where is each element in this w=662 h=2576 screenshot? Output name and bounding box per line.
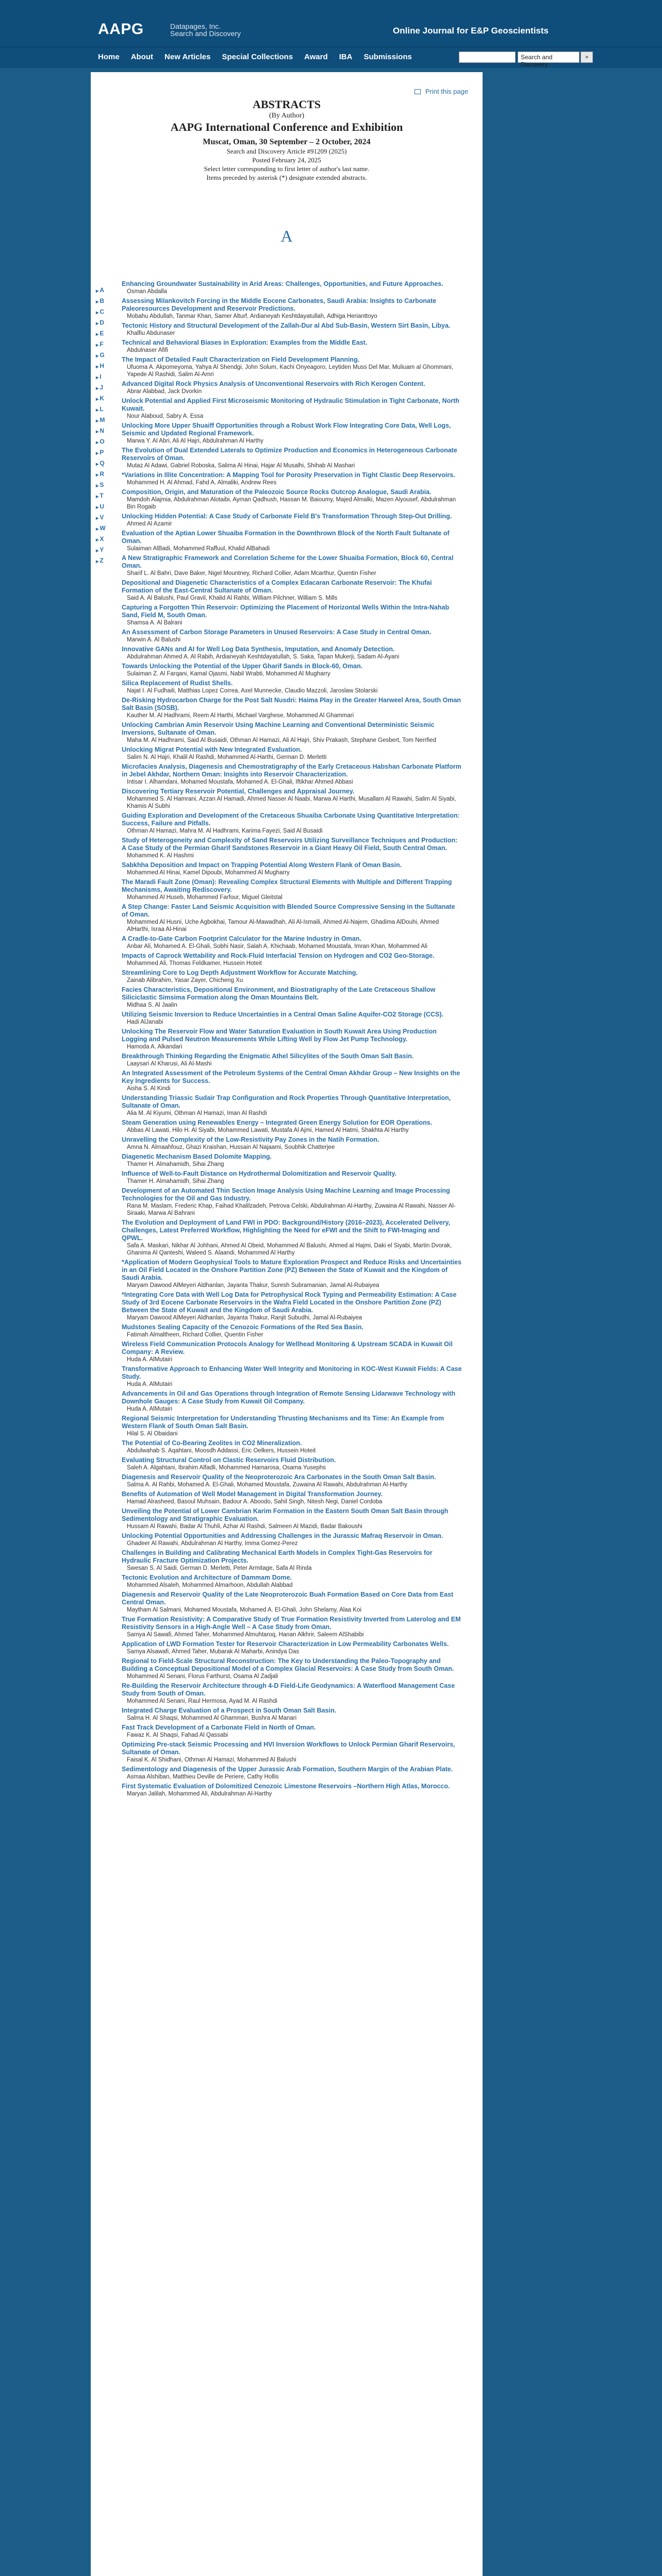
abstract-entry [122,1507,462,1530]
abstract-authors: Abdulrahman Ahmed A. Al Rabih, Ardianeyah Keshtdayatullah, S. Saka, Tapan Mukerji, Sadam Al-Ayani [127,654,400,660]
abstract-authors: Maryan Jalilah, Mohammed Ali, Abdulrahman Al-Harthy [127,1791,272,1797]
abstract-entry [122,1490,462,1505]
abstract-title-link[interactable]: True Formation Resistivity: A Comparative Study of True Formation Resistivity Inverted from Laterolog and EM Resistivity Sensors in a High-Angle Well – A Case Study from Oman. [122,1616,461,1631]
abstract-entry [122,604,462,626]
abstract-entry [122,1473,462,1488]
abstract-entry [122,579,462,602]
abstract-entry [122,837,462,859]
abstract-title-link[interactable]: Advancements in Oil and Gas Operations through Integration of Remote Sensing Lidarwave Technology with Downhole Gauges: A Case Study from Kuwait Oil Company. [122,1390,456,1405]
abstract-title-link[interactable]: Diagenetic Mechanism Based Dolomite Mapping. [122,1153,272,1160]
alpha-letter-link[interactable]: ▶ I [96,372,108,383]
abstract-entry [122,746,462,761]
abstract-authors: Safa A. Maskari, Nikhar Al Johhani, Ahmed Al Obeid, Mohammed Al Balushi, Ahmed al Hajmi, Daki el Siyabi, Martin Dvorak, Ghanima Al Qanteshi, Waleed S. Alaandi, Mohammed Al Harthy [127,1243,452,1256]
abstract-authors: Mohammed Al Huseb, Mohammed Farfour, Miguel Gleitstal [127,894,283,901]
alpha-letter-link[interactable]: ▶ A [96,285,108,296]
abstract-title-link[interactable]: The Evolution and Deployment of Land FWI in PDO: Background/History (2016–2023), Accelerated Delivery, Challenges, Latest Preferred Workflow, Highlighting the Need for eFWI and the Shift to FWI-Imaging and QPWL. [122,1219,450,1242]
abstract-title-link[interactable]: Steam Generation using Renewables Energy – Integrated Green Energy Solution for EOR Operations. [122,1119,433,1126]
abstract-title-link[interactable]: Sabkhha Deposition and Impact on Trapping Potential Along Western Flank of Oman Basin. [122,861,402,869]
abstract-entry [122,663,462,677]
abstract-title-link[interactable]: Discovering Tertiary Reservoir Potential, Challenges and Appraisal Journey. [122,788,355,795]
search-go-button[interactable]: » [581,52,593,63]
abstract-title-link[interactable]: An Assessment of Carbon Storage Parameters in Unused Reservoirs: A Case Study in Central Oman. [122,629,432,636]
abstract-entry [122,1011,462,1026]
abstract-entry [122,1053,462,1067]
abstract-authors: Anbar Ali, Mohamed A. El-Ghali, Sobhi Nasir, Salah A. Khichaab, Mohamed Moustafa, Imran Khan, Mohammed Ali [127,943,427,950]
abstract-authors: Thamer H. Almahamidh, Sihai Zhang [127,1161,224,1167]
alpha-letter-link[interactable]: ▶ X [96,534,108,545]
abstract-authors: Abrar Alabbad, Jack Dvorkin [127,388,202,395]
alpha-letter-link[interactable]: ▶ N [96,426,108,437]
nav-item[interactable]: About [130,53,154,61]
abstract-title-link[interactable]: Transformative Approach to Enhancing Water Well Integrity and Monitoring in KOC-West Kuwait Fields: A Case Study. [122,1365,462,1380]
abstract-title-link[interactable]: Technical and Behavioral Biases in Exploration: Examples from the Middle East. [122,339,368,346]
abstract-title-link[interactable]: Diagenesis and Reservoir Quality of the Neoproterozoic Ara Carbonates in the South Oman Salt Basin. [122,1473,436,1481]
abstract-title-link[interactable]: Understanding Triassic Sudair Trap Configuration and Rock Properties Through Quantitative Interpretation, Sultanate of Oman. [122,1094,451,1109]
abstract-entry [122,812,462,835]
abstract-entry [122,1640,462,1655]
abstract-entry [122,513,462,528]
abstract-authors: Intisar I. Alhamdani, Mohamed Moustafa, Mohamed A. El-Ghali, Iftikhar Ahmed Abbasi [127,779,353,785]
alpha-letter-link[interactable]: ▶ J [96,383,108,394]
abstract-authors: Sharif L. Al Bahri, Dave Baker, Nigel Mountney, Richard Collier, Adam Mcarthur, Quentin Fisher [127,570,376,577]
abstract-title-link[interactable]: Wireless Field Communication Protocols Analogy for Wellhead Monitoring & Upstream SCADA in Kuwait Oil Company: A Review. [122,1341,453,1355]
abstract-entry [122,1170,462,1185]
alphabet-nav [96,285,108,567]
alpha-letter-link[interactable]: ▶ H [96,361,108,372]
alpha-letter-link[interactable]: ▶ U [96,502,108,513]
abstract-entry [122,1724,462,1739]
abstract-entry [122,861,462,876]
abstract-entry [122,471,462,486]
abstract-authors: Kauther M. Al Hadhrami, Reem Al Harthi, Michael Varghese, Mohammed Al Ghammari [127,713,354,719]
print-label: Print this page [425,88,468,95]
alpha-letter-link[interactable]: ▶ G [96,350,108,361]
abstract-entry [122,1439,462,1454]
abstract-authors: Huda A. AlMutairi [127,1406,173,1412]
abstract-entry [122,280,462,295]
abstract-authors: Nour Alaboud, Sabry A. Essa [127,413,204,419]
alpha-letter-link[interactable]: ▶ R [96,469,108,480]
abstract-title-link[interactable]: *Variations in Illite Concentration: A Mapping Tool for Porosity Preservation in Tight Clastic Deep Reservoirs. [122,471,455,479]
abstract-authors: Samya Al Sawafi, Ahmed Taher, Mohammed Almuhtaroq, Hanan Alkhrir, Saleem AlShabibi [127,1632,364,1638]
abstract-authors: Ahmed Al Azamir [127,521,172,527]
abstract-title-link[interactable]: Influence of Well-to-Fault Distance on Hydrothermal Dolomitization and Reservoir Quality. [122,1170,396,1177]
abstract-entry [122,380,462,395]
abstract-authors: Hamad Alrasheed, Basoul Muhsain, Badour A. Aboodo, Sahil Singh, Nitesh Negi, Daniel Cordoba [127,1499,383,1505]
abstract-title-link[interactable]: Microfacies Analysis, Diagenesis and Chemostratigraphy of the Early Cretaceous Habshan Carbonate Platform in Jebel Akhdar, Northern Oman: Insights into Reservoir Characterization. [122,763,461,778]
abstract-title-link[interactable]: Utilizing Seismic Inversion to Reduce Uncertainties in a Central Oman Saline Aquifer-CO2 Storage (CCS). [122,1011,443,1018]
abstract-entry [122,488,462,511]
abstract-title-link[interactable]: Unlocking More Upper Shuaiff Opportunities through a Robust Work Flow Integrating Core Data, Well Logs, Seismic and Updated Regional Framework. [122,422,451,437]
aapg-logo[interactable]: AAPG [98,21,144,38]
abstract-title-link[interactable]: Diagenesis and Reservoir Quality of the Late Neoproterozoic Buah Formation Based on Core Data from East Central Oman. [122,1591,454,1606]
abstract-title-link[interactable]: Unlock Potential and Applied First Microseismic Monitoring of Hydraulic Stimulation in Tight Carbonate, North Kuwait. [122,397,459,412]
alpha-letter-link[interactable]: ▶ Y [96,545,108,556]
abstract-title-link[interactable]: Unlocking The Reservoir Flow and Water Saturation Evaluation in South Kuwait Area Using Production Logging and Pulsed Neutron Measurements While Lifting Well by Flow Jet Pump Technology. [122,1028,437,1043]
conference-location: Muscat, Oman, 30 September – 2 October, 2024 [203,138,371,146]
abstract-entry [122,322,462,337]
abstract-title-link[interactable]: The Impact of Detailed Fault Characterization on Field Development Planning. [122,356,360,363]
abstract-authors: Mobahu Abdullah, Tanmar Khan, Samer Alturf, Ardianeyah Keshtdayatullah, Adhiga Herianttoyo [127,313,377,319]
abstract-title-link[interactable]: Depositional and Diagenetic Characteristics of a Complex Edacaran Carbonate Reservoir: The Khufai Formation of the East-Central Sultanate of Oman. [122,579,432,594]
abstract-entry [122,952,462,967]
abstract-authors: Huda A. AlMutairi [127,1357,173,1363]
abstract-entry [122,1136,462,1151]
abstract-entry [122,629,462,643]
abstract-authors: Mohammed Al Hinai, Kamel Dipoubi, Mohammed Al Mugharry [127,870,290,876]
alpha-letter-link[interactable]: ▶ P [96,448,108,459]
abstract-title-link[interactable]: Regional Seismic Interpretation for Understanding Thrusting Mechanisms and Its Time: An Example from Western Flank of South Oman Salt Basin. [122,1415,444,1430]
abstract-entry [122,356,462,378]
abstract-authors: Abbas Al Lawati, Hilo H. Al Siyabi, Mohammed Lawati, Mustafa Al Ajmi, Hamed Al Hatmi, Shakhta Al Harthy [127,1127,409,1133]
abstract-authors: Marwin A. Al Balushi [127,637,181,643]
abstract-entry [122,1682,462,1705]
abstract-title-link[interactable]: Unlocking Potential Opportunities and Addressing Challenges in the Jurassic Mafraq Reservoir in Oman. [122,1532,443,1539]
abstract-entry [122,1187,462,1217]
abstract-entry [122,986,462,1009]
abstract-entry [122,1741,462,1764]
nav-item[interactable]: Award [304,53,328,61]
abstract-authors: Swesan S. Al Saidi, German D. Merletti, Peter Armitage, Safa Al Rinda [127,1565,312,1571]
abstract-authors: Abdulwahab S. Aqahtani, Moosdh Addassi, Eric Oelkers, Hussein Hoteit [127,1448,316,1454]
abstract-authors: Mutaz Al Adawi, Gabriel Roboska, Salima Al Hinai, Hajar Al Musalhi, Shihab Al Mashari [127,463,355,469]
abstract-entry [122,422,462,445]
abstract-authors: Mohammed S. Al Hamrani, Azzan Al Hamadi, Ahmed Nasser Al Naabi, Marwa Al Harthi, Musallam Al Rawahi, Salim Al Siyabi, Khamis Al Subhi [127,796,456,809]
abstract-authors: Maha M. Al Hadhrami, Said Al Busaidi, Othman Al Hamazi, Ali Al Hajri, Shiv Prakash, Stephane Gesbert, Tom Nerrfied [127,737,436,743]
abstract-entry [122,1456,462,1471]
abstract-title-link[interactable]: *Application of Modern Geophysical Tools to Mature Exploration Prospect and Reduce Risks and Uncertainties in an Oil Field Located in the Onshore Partition Zone (PZ) Between the State of Kuwait and the Kingdom of Saudi Arabia. [122,1259,461,1281]
nav-items [98,53,412,61]
abstract-authors: Aisha S. Al Kindi [127,1086,171,1092]
alpha-letter-link[interactable]: ▶ W [96,523,108,534]
printer-icon [415,89,421,94]
alpha-letter-link[interactable]: ▶ Q [96,459,108,469]
abstract-authors: Rana M. Maslam, Frederic Khap, Faihad Khalilzadeh, Petrova Celski, Abdulrahman Al-Harthy, Zuwaina Al Rawahi, Nasser Al-Siraaki, Marwa Al Bahrani [127,1203,456,1216]
abstract-title-link[interactable]: Streamlining Core to Log Depth Adjustment Workflow for Accurate Matching. [122,969,358,976]
abstract-authors: Sulaiman Z. Al Farqani, Kamal Ojasmi, Nabil Wrabti, Mohammed Al Mugharry [127,671,330,677]
alpha-letter-link[interactable]: ▶ F [96,340,108,350]
nav-item[interactable]: Home [98,53,120,61]
abstract-entry [122,1591,462,1614]
abstract-title-link[interactable]: Development of an Automated Thin Section Image Analysis Using Machine Learning and Image Processing Technologies for the Oil and Gas Industry. [122,1187,450,1202]
abstract-authors: Mohammed Al Senani, Raul Hermosa, Ayad M. Al Rashdi [127,1698,277,1704]
abstract-entry [122,1549,462,1572]
abstract-entry [122,1291,462,1321]
abstract-title-link[interactable]: Impacts of Caprock Wettability and Rock-Fluid Interfacial Tension on Hydrogen and CO2 Geo-Storage. [122,952,435,959]
abstract-authors: Najat I. Al Fudhaili, Matthias Lopez Correa, Axel Munnecke, Claudio Mazzoli, Jaroslaw Stolarski [127,688,378,694]
abstract-authors: Maryam Dawood AlMeyeri Aldhanlan, Jayanta Thakur, Suresh Subramanian, Jamal Al-Rubaiyea [127,1282,379,1289]
abstract-entry [122,447,462,469]
abstract-title-link[interactable]: A New Stratigraphic Framework and Correlation Scheme for the Lower Shuaiba Formation, Block 60, Central Oman. [122,554,454,569]
abstract-title-link[interactable]: The Potential of Co-Bearing Zeolites in CO2 Mineralization. [122,1439,302,1447]
abstract-entry [122,1783,462,1798]
abstract-authors: Said A. Al Balushi, Paul Gravil, Khalid Al Rahbi, William Pilchner, William S. Mills [127,595,338,601]
abstract-title-link[interactable]: Tectonic History and Structural Development of the Zallah-Dur al Abd Sub-Basin, Western Sirt Basin, Libya. [122,322,451,329]
abstract-entry [122,878,462,901]
abstract-entry [122,1094,462,1117]
abstract-title-link[interactable]: A Step Change: Faster Land Seismic Acquisition with Blended Source Compressive Sensing in the Sultanate of Oman. [122,903,455,918]
abstract-authors: Shamsa A. Al Balrani [127,620,183,626]
section-letter-heading: A [280,227,293,245]
abstract-title-link[interactable]: Evaluation of the Aptian Lower Shuaiba Formation in the Downthrown Block of the North Fault Sultanate of Oman. [122,530,450,545]
abstract-entry [122,935,462,950]
abstract-authors: Marwa Y. Al Abri, Ali Al Hajri, Abdulrahman Al Harthy [127,438,263,444]
abstract-title-link[interactable]: Optimizing Pre-stack Seismic Processing and HVI Inversion Workflows to Unlock Permian Gharif Reservoirs, Sultanate of Oman. [122,1741,455,1756]
alpha-letter-link[interactable]: ▶ B [96,296,108,307]
abstract-entry [122,1657,462,1680]
alpha-letter-link[interactable]: ▶ V [96,513,108,523]
abstract-authors: Faisal K. Al Shidhani, Othman Al Hamazi, Mohammed Al Balushi [127,1757,296,1763]
abstract-entry [122,680,462,694]
logo-sub-line2: Search and Discovery [170,29,241,38]
main-navbar [0,47,662,68]
abstract-authors: Mohammed H. Al Ahmad, Fahd A. Almaliki, Andrew Rees [127,480,277,486]
abstract-title-link[interactable]: Unveiling the Potential of Lower Cambrian Karim Formation in the Eastern South Oman Salt Basin through Sedimentology and Stratigraphic Evaluation. [122,1507,449,1522]
abstract-title-link[interactable]: Evaluating Structural Control on Clastic Reservoirs Fluid Distribution. [122,1456,336,1464]
abstract-title-link[interactable]: An Integrated Assessment of the Petroleum Systems of the Central Oman Akhdar Group – New Insights on the Key Ingredients for Success. [122,1070,460,1084]
abstract-title-link[interactable]: Capturing a Forgotten Thin Reservoir: Optimizing the Placement of Horizontal Wells Within the Intra-Nahab Sand, Field M, South Oman. [122,604,450,619]
abstract-title-link[interactable]: Facies Characteristics, Depositional Environment, and Biostratigraphy of the Late Cretaceous Shallow Siliciclastic Simsima Formation along the Oman Mountains Belt. [122,986,436,1001]
abstract-entry [122,1070,462,1092]
abstract-entry [122,646,462,660]
nav-item[interactable]: Special Collections [222,53,293,61]
abstract-title-link[interactable]: Benefits of Automation of Well Model Management in Digital Transformation Journey. [122,1490,383,1498]
abstract-title-link[interactable]: Unlocking Cambrian Amin Reservoir Using Machine Learning and Conventional Deterministic Seismic Inversions, Sultanate of Oman. [122,721,435,736]
posted-date: Posted February 24, 2025 [252,156,321,164]
conference-title: AAPG International Conference and Exhibition [170,121,403,133]
logo-sub-line1: Datapages, Inc. [170,22,221,30]
abstract-entry [122,1532,462,1547]
instruction-line: Select letter corresponding to first letter of author's last name. [204,165,370,173]
site-tagline: Online Journal for E&P Geoscientists [393,26,549,36]
abstract-entry [122,763,462,786]
abstract-authors: Mohammed Alsaleh, Mohammed Almarhoon, Abdullah Alabbad [127,1582,293,1588]
abstract-authors: Mamdoh Alajmia, Abdulrahman Alotaibi, Ayman Qadhush, Hassan M. Baioumy, Majed Almalki, Mazen Alyousef, Abdulrahman Bin Rogaib [127,497,456,510]
abstract-authors: Osman Abdalla [127,289,167,295]
abstract-entry [122,1324,462,1338]
abstract-authors: Maryam Dawood AlMeyeri Aldhanlan, Jayanta Thakur, Ranjit Subudhi, Jamal Al-Rubaiyea [127,1315,362,1321]
abstract-entry [122,1153,462,1168]
abstract-authors: Saleh A. Algahtani, Ibrahim Alfadli, Mohammed Hamarosa, Osama Yusephs [127,1465,326,1471]
abstract-authors: Salma A. Al Rahbi, Mohamed A. El-Ghali, Mohamed Moustafa, Zuwaina Al Rawahi, Abdulrahman Al-Harthy [127,1482,407,1488]
nav-item[interactable]: IBA [339,53,353,61]
abstract-title-link[interactable]: Regional to Field-Scale Structural Reconstruction: The Key to Understanding the Paleo-Topography and Building a Conceptual Depositional Model of a Complex Glacial Reservoirs: A Case Study from South Oman. [122,1657,454,1672]
search-input[interactable] [459,52,516,63]
abstract-authors: Samya Alsawafi, Ahmed Taher, Mubarak Al Maharbi, Anindya Das [127,1649,300,1655]
abstract-authors: Hadi AlJanabi [127,1019,163,1025]
asterisk-note: Items preceded by asterisk (*) designate extended abstracts. [206,174,367,181]
alpha-letter-link[interactable]: ▶ T [96,491,108,502]
abstract-title-link[interactable]: Towards Unlocking the Potential of the Upper Gharif Sands in Block-60, Oman. [122,663,363,670]
abstract-authors: Thamer H. Almahamidh, Sihai Zhang [127,1178,224,1184]
abstract-entry [122,721,462,744]
abstract-entry [122,1707,462,1722]
abstract-title-link[interactable]: First Systematic Evaluation of Dolomitized Cenozoic Limestone Reservoirs –Northern High Atlas, Morocco. [122,1783,450,1790]
abstract-authors: Fatimah Almaltheen, Richard Collier, Quentin Fisher [127,1332,263,1338]
abstract-title-link[interactable]: Enhancing Groundwater Sustainability in Arid Areas: Challenges, Opportunities, and Future Approaches. [122,280,443,287]
abstract-authors: Mohammed Al Husni, Uche Agbokhai, Tamour Al-Mawadhah, Ali Al-Ismaili, Ahmed Al-Najem, Ghadima AlDouhi, Ahmed AlHarthi, Israa Al-Hinai [127,919,439,933]
abstract-title-link[interactable]: The Maradi Fault Zone (Oman): Revealing Complex Structural Elements with Multiple and Different Trapping Mechanisms, Awaiting Rediscovery. [122,878,452,893]
abstract-authors: Laaysari Al Kharusi, Ali Al-Mashi [127,1061,212,1067]
abstract-authors: Ghadeer Al Rawahi, Abdulrahman Al Harthy, Imma Gomez-Perez [127,1540,298,1547]
abstract-title-link[interactable]: Challenges in Building and Calibrating Mechanical Earth Models in Complex Tight-Gas Reservoirs for Hydraulic Fracture Optimization Projects. [122,1549,433,1564]
abstract-authors: Salim N. Al Hajri, Khalil Al Rashdi, Mohammed Al-Harthi, German D. Merletti [127,754,327,760]
print-page-link[interactable] [415,88,468,95]
abstract-authors: Hussam Al Rawahi, Badar Al Thuhli, Azhar Al Rashdi, Salmeen Al Mazidi, Badar Bakoushi [127,1523,362,1530]
abstract-entry [122,554,462,577]
abstract-title-link[interactable]: Study of Heterogeneity and Complexity of Sand Reservoirs Utilizing Surveillance Techniques and Production: A Case Study of the Permian Gharif Sandstones Reservoir in a Giant Heavy Oil Field, South Central Oman. [122,837,458,852]
abstract-title-link[interactable]: Integrated Charge Evaluation of a Prospect in South Oman Salt Basin. [122,1707,337,1714]
abstract-title-link[interactable]: Tectonic Evolution and Architecture of Dammam Dome. [122,1574,292,1581]
abstract-authors: Midhaa S. Al Jaalin [127,1002,177,1008]
logo-subtitle [170,23,241,37]
abstract-entry [122,1259,462,1289]
abstract-entry [122,397,462,420]
abstract-entry [122,969,462,984]
abstract-entry [122,697,462,719]
alpha-letter-link[interactable]: ▶ D [96,318,108,329]
abstract-authors: Hamoda A. Alkandari [127,1044,183,1050]
abstract-title-link[interactable]: Re-Building the Reservoir Architecture through 4-D Field-Life Geodynamics: A Waterflood Management Case Study from South of Oman. [122,1682,455,1697]
alpha-letter-link[interactable]: ▶ K [96,394,108,404]
abstract-authors: Alia M. Al Kiyumi, Othman Al Hamazi, Iman Al Rashdi [127,1110,267,1116]
abstract-title-link[interactable]: Fast Track Development of a Carbonate Field in North of Oman. [122,1724,316,1731]
abstract-title-link[interactable]: Assessing Milankovitch Forcing in the Middle Eocene Carbonates, Saudi Arabia: Insights to Carbonate Paleoresources Development and Reservoir Predictions. [122,297,437,312]
abstract-authors: Othman Al Hamazi, Mahra M. Al Hadhrami, Karima Fayezi, Said Al Busaidi [127,828,323,834]
abstract-title-link[interactable]: Application of LWD Formation Tester for Reservoir Characterization in Low Permeability Carbonates Wells. [122,1640,449,1648]
abstract-title-link[interactable]: *Integrating Core Data with Well Log Data for Petrophysical Rock Typing and Permeability Estimation: A Case Study of 3rd Eocene Carbonate Reservoirs in the Wafra Field Located in the Onshore Partition Zone (PZ) Between the State of Kuwait and the Kingdom of Saudi Arabia. [122,1291,457,1314]
abstract-title-link[interactable]: Unravelling the Complexity of the Low-Resistivity Pay Zones in the Natih Formation. [122,1136,379,1143]
abstract-authors: Fawaz K. Al Shaqsi, Fahad Al Qassabi [127,1732,228,1738]
abstract-authors: Mohammed Al Senani, Florus Farthurst, Osama Al Zadjali [127,1673,278,1680]
abstract-authors: Khalfiu Abdunaser [127,330,175,336]
abstract-authors: Salma H. Al Shaqsi, Mohammed Al Ghammari, Bushra Al Manari [127,1715,297,1721]
article-number: Search and Discovery Article #91209 (2025) [226,147,347,155]
abstract-entry [122,788,462,810]
alpha-letter-link[interactable]: ▶ O [96,437,108,448]
search-scope-select[interactable]: Search and Discovery [518,52,580,63]
abstract-authors: Hilal S. Al Obaidani [127,1431,178,1437]
abstract-entry [122,1028,462,1050]
abstract-entry [122,1766,462,1781]
abstracts-header [91,98,483,182]
abstract-entry [122,903,462,933]
abstract-title-link[interactable]: Advanced Digital Rock Physics Analysis of Unconventional Reservoirs with Rich Kerogen Content. [122,380,425,387]
abstract-entry [122,1390,462,1413]
abstract-entry [122,1574,462,1589]
abstract-list [122,280,462,1800]
alpha-letter-link[interactable]: ▶ C [96,307,108,318]
abstract-title-link[interactable]: Silica Replacement of Rudist Shells. [122,680,233,687]
abstract-title-link[interactable]: De-Risking Hydrocarbon Charge for the Post Salt Nusdri: Haima Play in the Greater Harweel Area, South Oman Salt Basin (SOSB). [122,697,461,711]
abstract-entry [122,297,462,320]
abstract-authors: Maytham Al Salmani, Mohamed Moustafa, Mohamed A. El-Ghali, John Shelamy, Alaa Koi [127,1607,361,1613]
abstract-authors: Amna N. Almaahfouz, Ghazi Kraishan, Hussain Al Najaami, Soubhik Chatterjee [127,1144,335,1150]
abstract-title-link[interactable]: Composition, Origin, and Maturation of the Paleozoic Source Rocks Outcrop Analogue, Saudi Arabia. [122,488,432,496]
abstract-entry [122,339,462,354]
abstract-authors: Mohammed K. Al Hashmi [127,853,194,859]
abstract-title-link[interactable]: Unlocking Hidden Potential: A Case Study of Carbonate Field B's Transformation Through Step-Out Drilling. [122,513,452,520]
abstract-authors: Ufuoma A. Akpomeyoma, Yahya Al Shendgi, John Solum, Kachi Onyeagoro, Leytiden Muss Del Mar, Muliuam al Ghommani, Yapede Al Rashidi, Salim Al-Amri [127,364,454,378]
abstract-authors: Huda A. AlMutairi [127,1381,173,1387]
abstract-title-link[interactable]: Sedimentology and Diagenesis of the Upper Jurassic Arab Formation, Southern Margin of the Arabian Plate. [122,1766,453,1773]
nav-item[interactable]: Submissions [363,53,412,61]
abstract-entry [122,1341,462,1363]
alpha-letter-link[interactable]: ▶ Z [96,556,108,567]
abstract-title-link[interactable]: The Evolution of Dual Extended Laterals to Optimize Production and Economics in Heterogeneous Carbonate Reservoirs of Oman. [122,447,457,462]
abstract-entry [122,1415,462,1437]
abstract-entry [122,1119,462,1134]
page-subtitle: (By Author) [269,112,305,120]
abstract-entry [122,1365,462,1388]
abstract-title-link[interactable]: A Cradle-to-Gate Carbon Footprint Calculator for the Marine Industry in Oman. [122,935,361,942]
main-content [91,72,483,2576]
alpha-letter-link[interactable]: ▶ M [96,415,108,426]
abstract-entry [122,1616,462,1638]
abstract-authors: Asmaa Alshiban, Matthieu Deville de Periere, Cathy Hollis [127,1774,279,1780]
abstract-entry [122,530,462,552]
abstract-title-link[interactable]: Breakthrough Thinking Regarding the Enigmatic Athel Silicylites of the South Oman Salt Basin. [122,1053,414,1060]
abstract-authors: Abdulnaser Afifi [127,347,168,353]
abstract-title-link[interactable]: Mudstones Sealing Capacity of the Cenozoic Formations of the Red Sea Basin. [122,1324,363,1331]
abstract-authors: Sulaiman AlBadi, Mohammed Raffuul, Khalid AlBahadi [127,546,270,552]
alpha-letter-link[interactable]: ▶ E [96,329,108,340]
abstract-title-link[interactable]: Innovative GANs and AI for Well Log Data Synthesis, Imputation, and Anomaly Detection. [122,646,395,653]
abstract-authors: Mohammed Ali, Thomas Feldkamer, Hussein Hoteit [127,960,262,967]
nav-item[interactable]: New Articles [164,53,211,61]
abstract-authors: Zainab Alibrahim, Yasar Zayer, Chicheng Xu [127,977,243,984]
abstract-title-link[interactable]: Guiding Exploration and Development of the Cretaceous Shuaiba Carbonate Using Quantitative Interpretation: Success, Failure and Pitfalls. [122,812,460,827]
alpha-letter-link[interactable]: ▶ S [96,480,108,491]
alpha-letter-link[interactable]: ▶ L [96,404,108,415]
page-title: ABSTRACTS [252,98,321,111]
site-header [0,0,662,47]
abstract-entry [122,1219,462,1257]
abstract-title-link[interactable]: Unlocking Migrat Potential with New Integrated Evaluation. [122,746,302,753]
